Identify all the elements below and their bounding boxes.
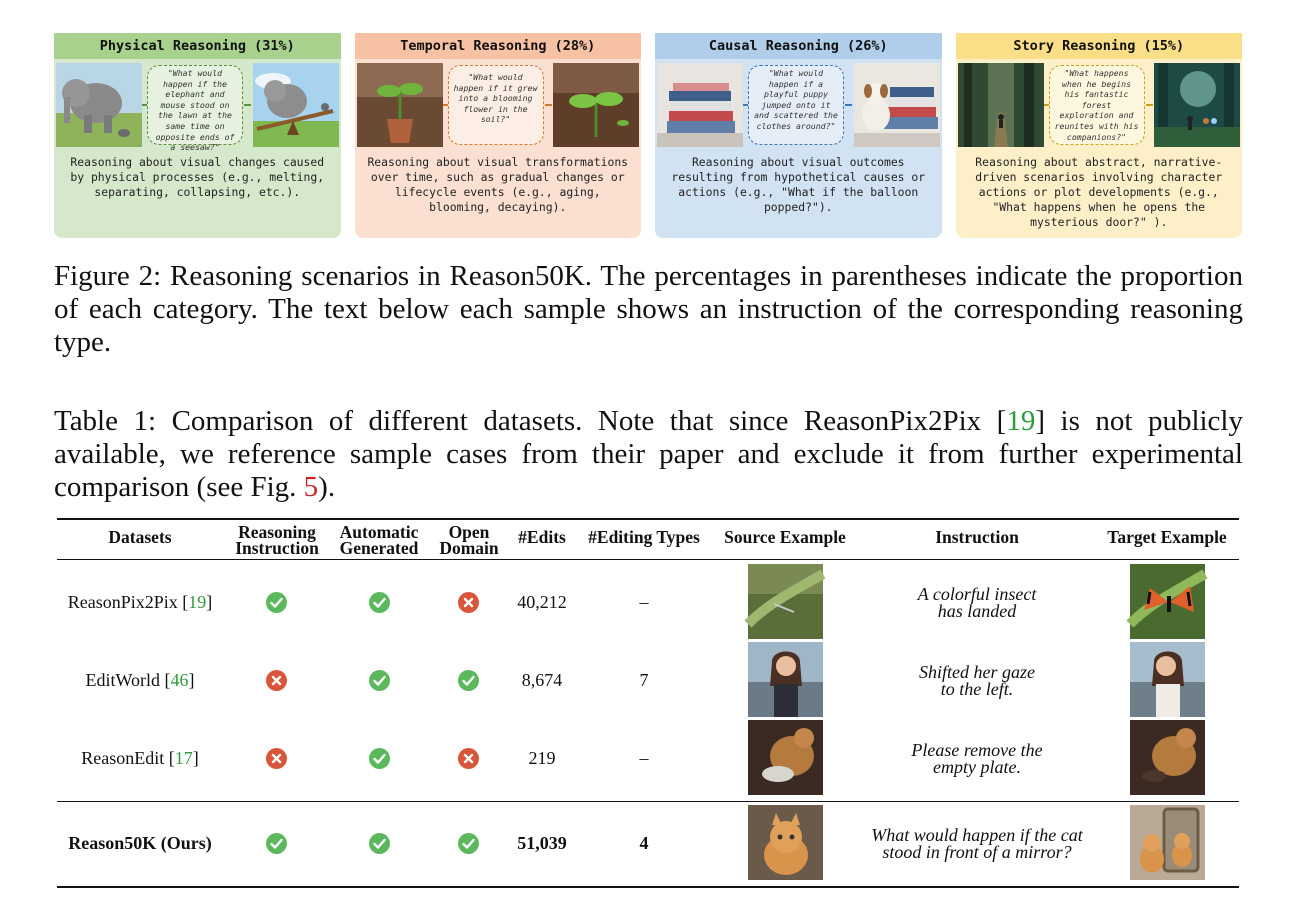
target-example-image [1130,805,1205,880]
panel-description: Reasoning about visual outcomes resulting from hypothetical causes or actions (e.g., "What if the balloon popped?"). [671,155,926,214]
citation-link[interactable]: 17 [174,748,193,768]
dataset-name: ReasonPix2Pix [19] [67,592,213,612]
folded-clothes-source-image [657,63,743,147]
instruction-text: Please remove the empty plate. [911,740,1043,777]
instruction-text: Shifted her gaze to the left. [919,662,1035,699]
header-datasets: Datasets [108,527,172,547]
seedling-soil-target-image [553,63,639,147]
forest-boy-source-image [958,63,1044,147]
editing-types-count: 7 [639,670,649,690]
check-icon [458,670,479,691]
panel-description: Reasoning about visual transformations over time, such as gradual changes or lifecycle events (e.g., aging, blooming, decaying). [367,155,629,214]
instruction-bubble: "What would happen if a playful puppy jumped onto it and scattered the clothes around?" [748,65,844,145]
instruction-bubble: "What would happen if the elephant and mouse stood on the lawn at the same time on opposite ends of a seesaw?" [147,65,243,145]
edits-count: 51,039 [517,833,567,853]
check-icon [369,833,390,854]
header-automatic-generated: Automatic Generated [339,522,419,558]
header-editing-types: #Editing Types [588,527,700,547]
elephant-mouse-source-image [56,63,142,147]
target-example-image [1130,564,1205,639]
panel-temporal-reasoning [355,33,642,238]
editing-types-count: 4 [639,833,649,853]
check-icon [266,833,287,854]
panel-story-reasoning [956,33,1243,238]
editing-types-count: – [639,748,649,768]
header-reasoning-instruction: Reasoning Instruction [235,522,319,558]
cross-icon [458,748,479,769]
target-example-image [1130,720,1205,795]
check-icon [266,592,287,613]
header-source-example: Source Example [724,527,846,547]
editing-types-count: – [639,592,649,612]
target-example-image [1130,642,1205,717]
bottom-rule [57,886,1239,888]
citation-link[interactable]: 19 [1006,405,1036,437]
edits-count: 8,674 [521,670,563,690]
source-example-image [748,805,823,880]
panel-causal-reasoning [655,33,942,238]
separator-rule [57,801,1239,802]
figure-caption: Figure 2: Reasoning scenarios in Reason50K. The percentages in parentheses indicate the proportion of each category. The text below each sample shows an instruction of the corresponding reasoning type. [54,260,1243,358]
panel-physical-reasoning [54,33,341,238]
check-icon [369,670,390,691]
panel-title: Physical Reasoning (31%) [54,33,341,59]
top-rule [57,518,1239,520]
edits-count: 40,212 [517,592,567,612]
panel-title: Causal Reasoning (26%) [655,33,942,59]
citation-link[interactable]: 19 [188,592,207,612]
source-example-image [748,720,823,795]
dataset-name: EditWorld [46] [85,670,195,690]
elephant-seesaw-target-image [253,63,339,147]
table-caption-text: Table 1: Comparison of different datasets. Note that since ReasonPix2Pix [ [54,405,1007,437]
table-caption [54,405,1243,504]
cross-icon [458,592,479,613]
check-icon [369,748,390,769]
edits-count: 219 [528,748,556,768]
instruction-text: A colorful insect has landed [917,584,1037,621]
dataset-name: ReasonEdit [17] [81,748,199,768]
header-target-example: Target Example [1107,527,1227,547]
header-edits: #Edits [518,527,566,547]
header-rule [57,559,1239,560]
puppy-clothes-target-image [854,63,940,147]
instruction-text: What would happen if the cat stood in front of a mirror? [871,825,1083,862]
check-icon [458,833,479,854]
instruction-bubble: "What happens when he begins his fantastic forest exploration and reunites with his companions?" [1049,65,1145,145]
cross-icon [266,748,287,769]
seedling-pot-source-image [357,63,443,147]
figure-link[interactable]: 5 [303,471,319,503]
table-caption-text: ] is not publicly available, we reference sample cases from their paper and exclude it from further experimental comparison (see Fig. [54,405,1243,503]
instruction-bubble: "What would happen if it grew into a blooming flower in the soil?" [448,65,544,145]
header-instruction: Instruction [935,527,1019,547]
check-icon [369,592,390,613]
header-open-domain: Open Domain [439,522,499,558]
citation-link[interactable]: 46 [170,670,189,690]
source-example-image [748,564,823,639]
panel-description: Reasoning about visual changes caused by physical processes (e.g., melting, separating, collapsing, etc.). [70,155,325,199]
source-example-image [748,642,823,717]
panel-title: Story Reasoning (15%) [956,33,1243,59]
panel-title: Temporal Reasoning (28%) [355,33,642,59]
dataset-name: Reason50K (Ours) [68,833,212,853]
forest-companions-target-image [1154,63,1240,147]
cross-icon [266,670,287,691]
panel-description: Reasoning about abstract, narrative-driven scenarios involving character actions or plot developments (e.g., "What happens when he opens the mysterious door?" ). [975,155,1223,229]
figure-2-panels [54,33,1242,238]
table-caption-text: ). [318,471,336,503]
